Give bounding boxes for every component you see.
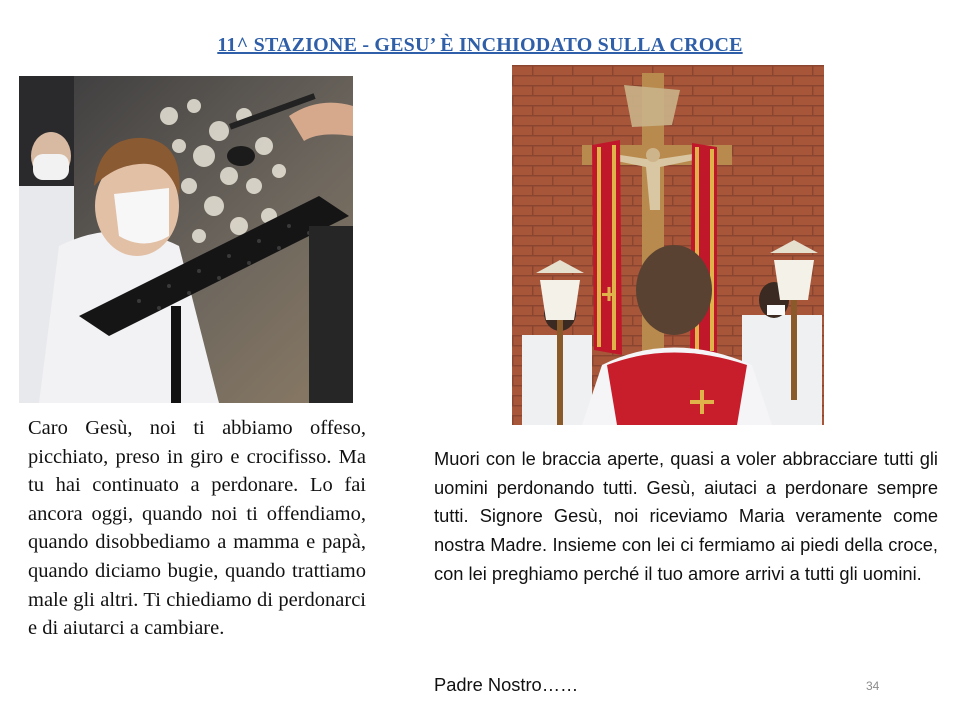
reflection-text-children: Caro Gesù, noi ti abbiamo offeso, picchiato, preso in giro e crocifisso. Ma tu hai continuato a perdonare. Lo fai ancora oggi, quando noi ti offendiamo, quando disobbediamo a mamma e papà, quando diciamo bugie, quando trattiamo male gli altri. Ti chiediamo di perdonarci e di aiutarci a cambiare. <box>28 417 366 640</box>
page-number: 34 <box>866 679 880 693</box>
photo-crucifix-procession <box>512 65 824 425</box>
page-title: 11^ STAZIONE - GESU’ È INCHIODATO SULLA CROCE <box>217 34 743 56</box>
reflection-text-prayer: Muori con le braccia aperte, quasi a voler abbracciare tutti gli uomini perdonando tutti. Gesù, aiutaci a perdonare sempre tutti. Signore Gesù, noi riceviamo Maria veramente come nostra Madre. Insieme con lei ci fermiamo ai piedi della croce, con lei preghiamo perché il tuo amore arrivi a tutti gli uomini. <box>434 448 938 584</box>
closing-prayer: Padre Nostro…… <box>434 674 579 695</box>
photo-altar-boy-reading <box>19 76 353 403</box>
